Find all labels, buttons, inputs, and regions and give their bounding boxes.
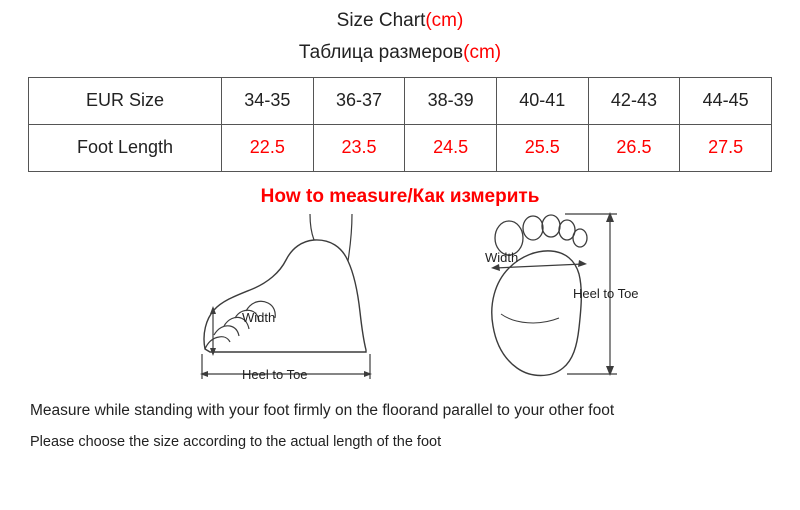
cell-eur-size-0: 34-35 (222, 77, 314, 124)
title-russian (0, 42, 800, 65)
foot-outline-path (204, 240, 366, 352)
cell-eur-size-1: 36-37 (313, 77, 405, 124)
title-english (0, 10, 800, 33)
toe-3-shape (542, 215, 560, 237)
size-table (28, 77, 772, 172)
width-label-side: Width (242, 309, 276, 325)
table-row (29, 124, 772, 171)
foot-side-view-svg (180, 214, 410, 399)
foot-side-view-diagram (180, 214, 410, 404)
cell-foot-length-3: 25.5 (496, 124, 588, 171)
toe-2-shape (523, 216, 543, 240)
cell-foot-length-1: 23.5 (313, 124, 405, 171)
title-russian-unit: (cm) (463, 41, 502, 63)
arch-line-path (501, 314, 559, 323)
cell-eur-size-5: 44-45 (680, 77, 772, 124)
title-english-unit: (cm) (425, 10, 464, 31)
leg-front-path (310, 214, 314, 240)
cell-foot-length-4: 26.5 (588, 124, 680, 171)
leg-back-path (348, 214, 352, 261)
toe-1-path (205, 336, 230, 348)
row-label-eur-size: EUR Size (29, 77, 222, 124)
width-arrow-side (210, 306, 216, 356)
foot-top-view-svg (455, 206, 675, 401)
length-label-side: Heel to Toe (242, 366, 308, 382)
toe-2-path (214, 325, 239, 335)
cell-foot-length-5: 27.5 (680, 124, 772, 171)
toe-5-shape (573, 229, 587, 247)
measure-note-secondary: Please choose the size according to the actual length of the foot (30, 433, 442, 450)
row-label-foot-length: Foot Length (29, 124, 222, 171)
measure-note-primary: Measure while standing with your foot firmly on the floorand parallel to your other foot (30, 401, 615, 419)
cell-eur-size-2: 38-39 (405, 77, 497, 124)
cell-eur-size-3: 40-41 (496, 77, 588, 124)
table-row (29, 77, 772, 124)
size-chart-page (0, 10, 800, 510)
cell-eur-size-4: 42-43 (588, 77, 680, 124)
foot-top-view-diagram (455, 206, 675, 406)
title-english-text: Size Chart (336, 10, 426, 31)
title-russian-text: Таблица размеров (298, 41, 464, 63)
length-label-top: Heel to Toe (573, 285, 639, 301)
measurement-diagrams (0, 214, 800, 394)
width-label-top: Width (485, 249, 519, 265)
cell-foot-length-0: 22.5 (222, 124, 314, 171)
sole-outline-path (492, 250, 582, 375)
how-to-measure-heading: How to measure/Как измерить (260, 185, 540, 207)
cell-foot-length-2: 24.5 (405, 124, 497, 171)
